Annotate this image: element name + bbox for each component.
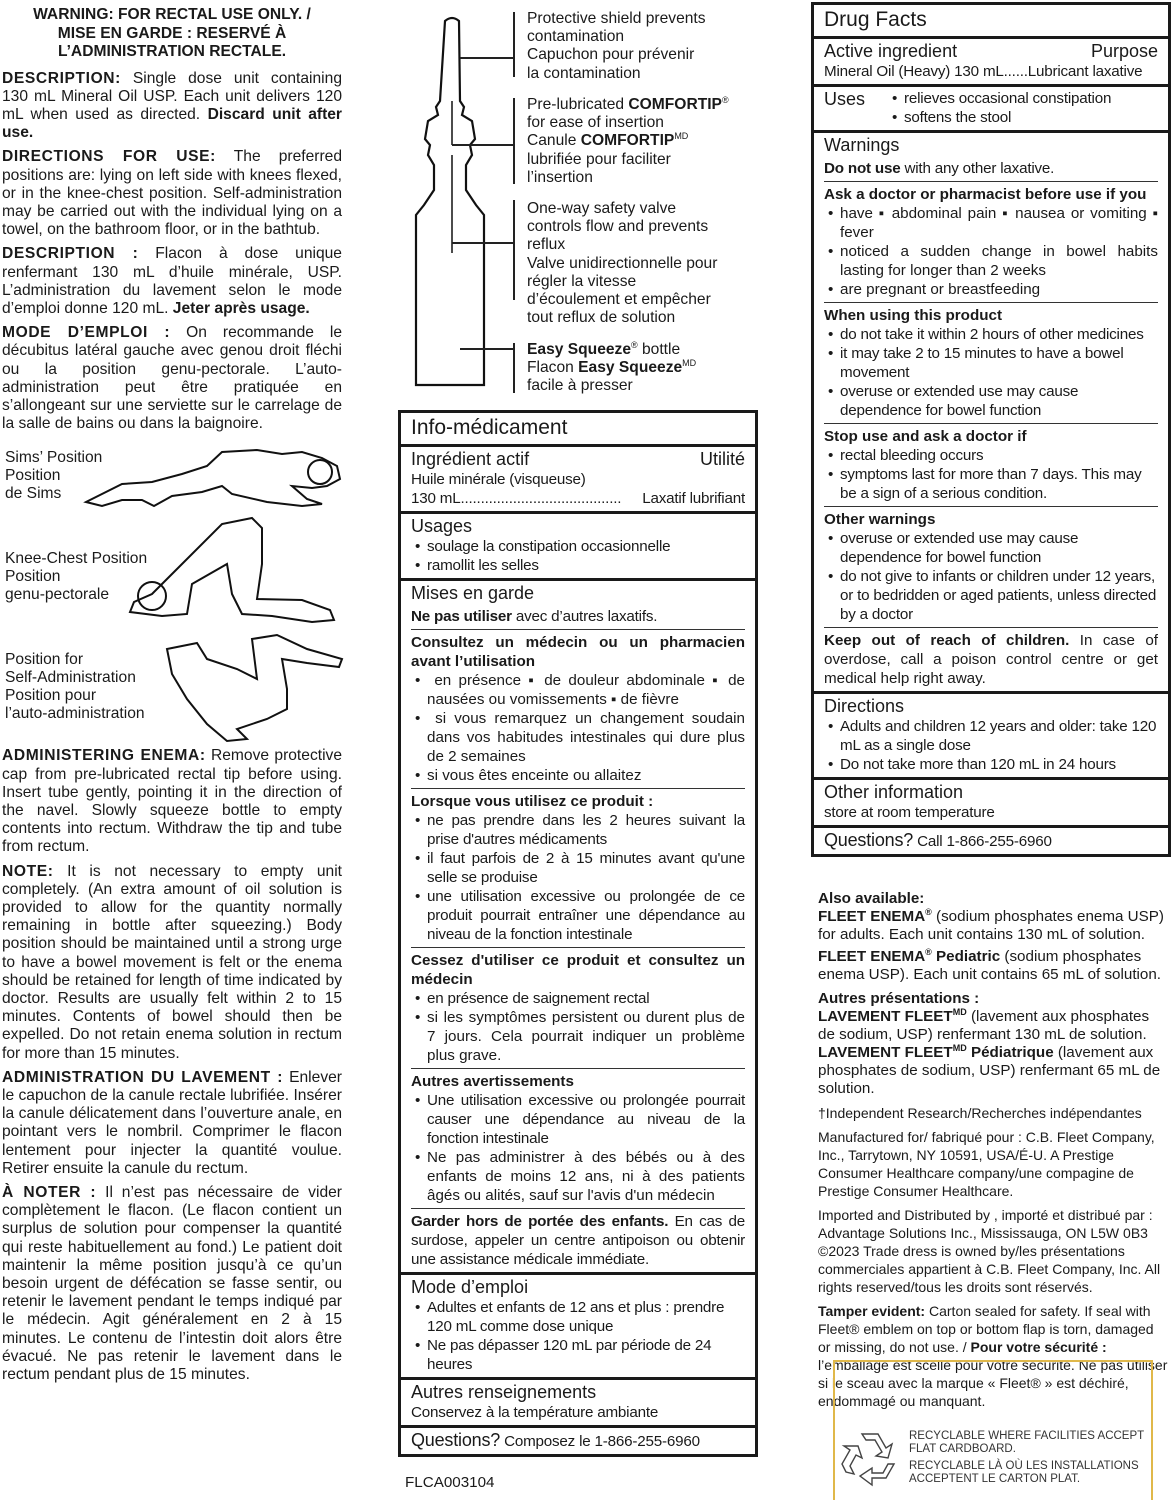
en-directions-section: Directions • Adults and children 12 years and older: take 120 mL as a single dose • Do not take more than 120 mL in 24 hours — [814, 694, 1168, 780]
fr-usages-section: Usages • soulage la constipation occasionnelle • ramollit les selles — [401, 514, 755, 581]
importer-info: Imported and Distributed by , importé et distribué par : Advantage Solutions Inc., Mississauga, ON L5W 0B3 ©2023 Trade dress is owned by/les présentations commerciales appartient à C.B. Fleet Company, Inc. All rights reserved/tous les droits sont réservés. — [818, 1207, 1161, 1295]
fr-title-section — [401, 413, 755, 447]
callout-comfortip: Pre-lubricated COMFORTIP® for ease of insertion Canule $COMFORTIP^{MD}$ lubrifiée pour faciliter l’insertion — [527, 94, 729, 186]
enema-bottle-diagram-icon — [400, 15, 500, 395]
note-fr: À NOTER : Il n’est pas nécessaire de vider complètement le flacon. (Le flacon contient un surplus de solution pour compenser la quantité qui reste habituellement au fond.) Le patient doit maintenir la même position jusqu’à ce qu’un besoin urgent de défécation se fasse sentir, ou retenir le lavement pendant le temps indiqué par le médecin. Agit généralement en 2 à 15 minutes. Le contenu de l’intestin doit alors être évacué. Ne pas retenir le lavement dans le rectum pendant plus de 15 minutes. — [2, 1184, 342, 1384]
product-code: FLCA003104 — [405, 1474, 495, 1491]
en-warnings-section: Warnings Do not use with any other laxative. Ask a doctor or pharmacist before use if you • have ▪ abdominal pain ▪ nausea or vomiting ▪ fever • noticed a sudden change in bowel habits lasting for longer than 2 weeks • are pregnant or breastfeeding When using this product • do not take it within 2 hours of other medicines • it may take 2 to 15 minutes to have a bowel movement • overuse or extended use may cause dependence for bowel function Stop use and ask a doctor if • rectal bleeding occurs • symptoms last for more than 7 days. This may be a sign of a serious condition. Other warnings • overuse or extended use may cause dependence for bowel function • do not give to infants or children under 12 years, or to bedridden or aged patients, unless directed by a doctor Keep out of reach of children. In case of overdose, call a poison control centre or get medical help right away. — [814, 133, 1168, 694]
description-en: DESCRIPTION: Single dose unit containing 130 mL Mineral Oil USP. Each unit delivers 120 mL when used as directed. Discard unit after use. — [2, 69, 343, 142]
fleet-enema-adult: Also available: FLEET ENEMA® (sodium phosphates enema USP) for adults. Each unit contains 130 mL of solution. — [818, 890, 1164, 943]
en-title-section — [814, 5, 1168, 39]
en-ingredient-section: Active ingredient Purpose Mineral Oil (Heavy) 130 mL......Lubricant laxative — [814, 39, 1168, 87]
manufacturer-info: Manufactured for/ fabriqué pour : C.B. Fleet Company, Inc., Tarrytown, NY 10591, USA/É-U. A Prestige Consumer Healthcare company/une compagine de Prestige Consumer Healthcare. — [818, 1129, 1155, 1199]
recycle-icon — [838, 1428, 902, 1492]
fr-facts-title: Info-médicament — [411, 416, 568, 439]
also-available-info — [818, 890, 1168, 1416]
callout-bracket-3 — [513, 200, 515, 300]
drug-facts-box — [811, 2, 1171, 857]
knee-chest-position-label: Knee-Chest Position Position genu-pectorale — [5, 550, 148, 604]
autres-presentations: Autres présentations : LAVEMENT $FLEET^{MD}$ (lavement aux phosphates de sodium, USP) renfermant 130 mL de solution. LAVEMENT $FLEET^{MD}$ Pédiatrique (lavement aux phosphates de sodium, USP) renfermant 65 mL de solution. — [818, 990, 1161, 1097]
directions-en: DIRECTIONS FOR USE: The preferred positions are: lying on left side with knees flexed, or in the knee-chest position. Self-administration may be carried out with the individual lying on a towel, on the bathroom floor, or in the bathtub. — [2, 148, 342, 239]
sims-position-label: Sims’ Position Position de Sims — [5, 449, 103, 503]
en-questions-section: Questions? Call 1-866-255-6960 — [824, 830, 1052, 850]
callout-bracket-2 — [513, 98, 515, 184]
fr-ingredient-section: Ingrédient actif Utilité Huile minérale (visqueuse) 130 mL ........................................ Laxatif lubrifiant — [401, 447, 755, 514]
callout-bracket-1 — [513, 12, 515, 77]
tamper-evident-notice: Tamper evident: Carton sealed for safety. If seal with Fleet® emblem on top or bottom flap is torn, damaged or missing, do not use. / Pour votre sécurité : l’emballage est scellé pour votre sécurité. Ne pas utiliser si le sceau avec la marque « Fleet® » est déchiré, endommagé ou manquant. — [818, 1303, 1168, 1409]
fr-directions-section: Mode d’emploi • Adultes et enfants de 12 ans et plus : prendre 120 mL comme dose unique • Ne pas dépasser 120 mL par période de 24 heures — [401, 1275, 755, 1380]
administration-fr: ADMINISTRATION DU LAVEMENT : Enlever le capuchon de la canule rectale lubrifiée. Insérer la canule délicatement dans l’ouverture anale, en pointant vers le nombril. Comprimer le flacon lentement pour injecter la quantité voulue. Retirer ensuite la canule du rectum. — [2, 1068, 342, 1177]
research-note: †Independent Research/Recherches indépendantes — [818, 1105, 1142, 1121]
callout-line-2 — [452, 144, 513, 146]
administering-enema-en: ADMINISTERING ENEMA: Remove protective cap from pre-lubricated rectal tip before using. Insert tube gently, pointing it in the direction of the navel. Slowly squeeze bottle to empty contents into rectum. Withdraw the tip and tube from rectum. — [2, 747, 343, 856]
left-instructions-column — [2, 6, 342, 1390]
en-uses-section: Uses • relieves occasional constipation • softens the stool — [814, 87, 1168, 133]
mode-emploi-fr: MODE D’EMPLOI : On recommande le décubitus latéral gauche avec genou droit fléchi ou la position genu-pectorale. L’auto-administration peut être pratiquée en s’allongeant sur une serviette sur le carrelage de la salle de bains ou dans la baignoire. — [2, 324, 342, 433]
note-en: NOTE: It is not necessary to empty unit completely. (An extra amount of oil solution is provided to allow for the quantity normally remaining in bottle after squeezing.) Body position should be maintained until a strong urge to have a bowel movement is felt or the enema should be retained for length of time indicated by doctor. Results are usually felt within 2 to 15 minutes. Contents of bowel should then be expelled. Do not retain enema solution in rectum for more than 15 minutes. — [2, 862, 342, 1062]
en-other-info-section: Other information store at room temperature — [814, 780, 1168, 828]
sims-position-figure-icon — [82, 444, 342, 514]
callout-safety-valve: One-way safety valve controls flow and prevents reflux Valve unidirectionnelle pour régler la vitesse d’écoulement et empêcher tout reflux de solution — [527, 200, 718, 327]
rectal-use-warning: WARNING: FOR RECTAL USE ONLY. / MISE EN GARDE : RESERVÉ À L’ADMINISTRATION RECTALE. — [33, 6, 311, 60]
fr-questions-section: Questions? Composez le 1-866-255-6960 — [411, 1430, 700, 1450]
en-facts-title: Drug Facts — [824, 8, 927, 31]
callout-bracket-4 — [513, 343, 515, 393]
fleet-enema-pediatric: FLEET ENEMA® Pediatric (sodium phosphates enema USP). Each unit contains 65 mL of solution. — [818, 946, 1162, 983]
knee-chest-figure-icon — [122, 514, 342, 624]
info-medicament-box — [398, 410, 758, 1457]
callout-easy-squeeze: Easy Squeeze® bottle Flacon Easy Squeeze$^{MD}$ facile à presser — [527, 339, 697, 395]
recycling-text: RECYCLABLE WHERE FACILITIES ACCEPT FLAT CARDBOARD. RECYCLABLE LÀ OÙ LES INSTALLATIONS ACCEPTENT LE CARTON PLAT. — [909, 1430, 1144, 1485]
callout-line-3 — [452, 242, 513, 244]
self-administration-figure-icon — [157, 629, 357, 744]
positions-illustration — [2, 439, 342, 747]
callout-line-4 — [460, 348, 513, 350]
self-administration-position-label: Position for Self-Administration Position pour l’auto-administration — [5, 651, 145, 723]
callout-line-1 — [460, 57, 513, 59]
description-fr: DESCRIPTION : Flacon à dose unique renfermant 130 mL d’huile minérale, USP. L’administration du lavement selon le mode d’emploi donne 120 mL. Jeter après usage. — [2, 245, 342, 317]
fr-warnings-section: Mises en garde Ne pas utiliser avec d’autres laxatifs. Consultez un médecin ou un pharmacien avant l’utilisation • en présence ▪ de douleur abdominale ▪ de nausées ou vomissements ▪ de fièvre • si vous remarquez un changement soudain dans vos habitudes intestinales qui dure plus de 2 semaines • si vous êtes enceinte ou allaitez Lorsque vous utilisez ce produit : • ne pas prendre dans les 2 heures suivant la prise d'autres médicaments • il faut parfois de 2 à 15 minutes avant qu'une selle se produise • une utilisation excessive ou prolongée de ce produit pourrait entraîner une dépendance au niveau de la fonction intestinale Cessez d'utiliser ce produit et consultez un médecin • en présence de saignement rectal • si les symptômes persistent ou durent plus de 7 jours. Cela pourrait indiquer un problème plus grave. Autres avertissements • Une utilisation excessive ou prolongée pourrait causer une dépendance au niveau de la fonction intestinale • Ne pas administrer à des bébés ou à des enfants de moins 12 ans, ni à des patients âgés ou alités, sauf sur l'avis d'un médecin Garder hors de portée des enfants. En cas de surdose, appeler un centre antipoison ou obtenir une assistance médicale immédiate. — [401, 581, 755, 1275]
fr-other-info-section: Autres renseignements Conservez à la température ambiante — [401, 1380, 755, 1428]
callout-protective-shield: Protective shield prevents contamination Capuchon pour prévenir la contamination — [527, 10, 706, 82]
